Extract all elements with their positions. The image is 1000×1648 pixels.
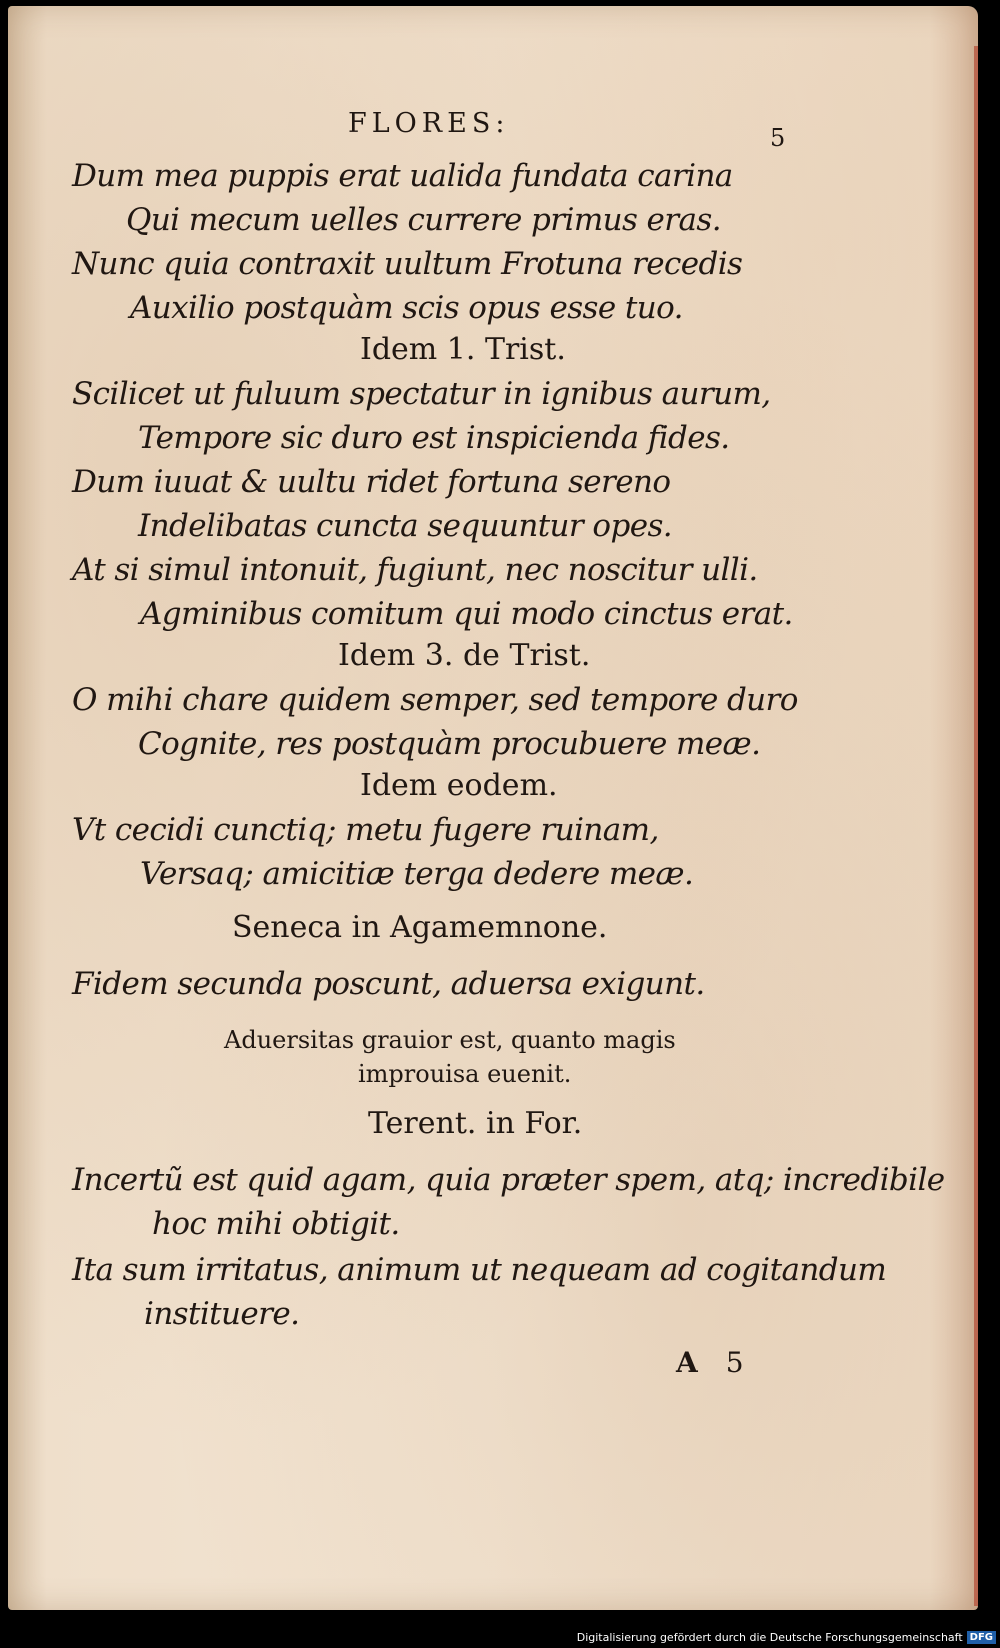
text-line: Ita sum irritatus, animum ut nequeam ad cogitandum (72, 1252, 887, 1288)
text-line: Dum mea puppis erat ualida fundata carina (72, 158, 733, 194)
footer-credit (577, 1628, 996, 1646)
text-line: Nunc quia contraxit uultum Frotuna recedis (72, 246, 743, 282)
text-line: Indelibatas cuncta sequuntur opes. (138, 508, 673, 544)
text-line: Fidem secunda poscunt, aduersa exigunt. (72, 966, 705, 1002)
text-line: Aduersitas grauior est, quanto magis (224, 1026, 676, 1054)
text-line: Cognite, res postquàm procubuere meæ. (138, 726, 761, 762)
text-line: hoc mihi obtigit. (152, 1206, 400, 1242)
signature-mark (676, 1346, 744, 1379)
text-line: At si simul intonuit, fugiunt, nec noscitur ulli. (72, 552, 758, 588)
text-line: Scilicet ut fuluum spectatur in ignibus aurum, (72, 376, 771, 412)
book-page (8, 6, 978, 1610)
signature-number: 5 (725, 1346, 744, 1379)
signature-letter: A (676, 1346, 698, 1379)
text-line: Dum iuuat & uultu ridet fortuna sereno (72, 464, 671, 500)
text-line: Qui mecum uelles currere primus eras. (126, 202, 721, 238)
text-line: Agminibus comitum qui modo cinctus erat. (140, 596, 793, 632)
section-heading: Idem eodem. (360, 768, 558, 803)
dfg-logo-icon: DFG (967, 1631, 996, 1644)
text-line: Incertũ est quid agam, quia præter spem, atq; incredibile (72, 1162, 945, 1198)
text-line: improuisa euenit. (358, 1060, 572, 1088)
page-number: 5 (770, 124, 786, 152)
section-heading: Terent. in For. (368, 1106, 583, 1141)
footer-text: Digitalisierung gefördert durch die Deutsche Forschungsgemeinschaft (576, 1630, 963, 1644)
text-line: Tempore sic duro est inspicienda fides. (138, 420, 730, 456)
section-heading: Idem 3. de Trist. (338, 638, 591, 673)
text-line: Versaq; amicitiæ terga dedere meæ. (140, 856, 694, 892)
section-heading: Seneca in Agamemnone. (232, 910, 608, 945)
text-line: instituere. (144, 1296, 300, 1332)
text-line: Vt cecidi cunctiq; metu fugere ruinam, (72, 812, 659, 848)
text-line: O mihi chare quidem semper, sed tempore duro (72, 682, 798, 718)
running-head: FLORES: (348, 108, 510, 139)
section-heading: Idem 1. Trist. (360, 332, 566, 367)
text-line: Auxilio postquàm scis opus esse tuo. (130, 290, 683, 326)
